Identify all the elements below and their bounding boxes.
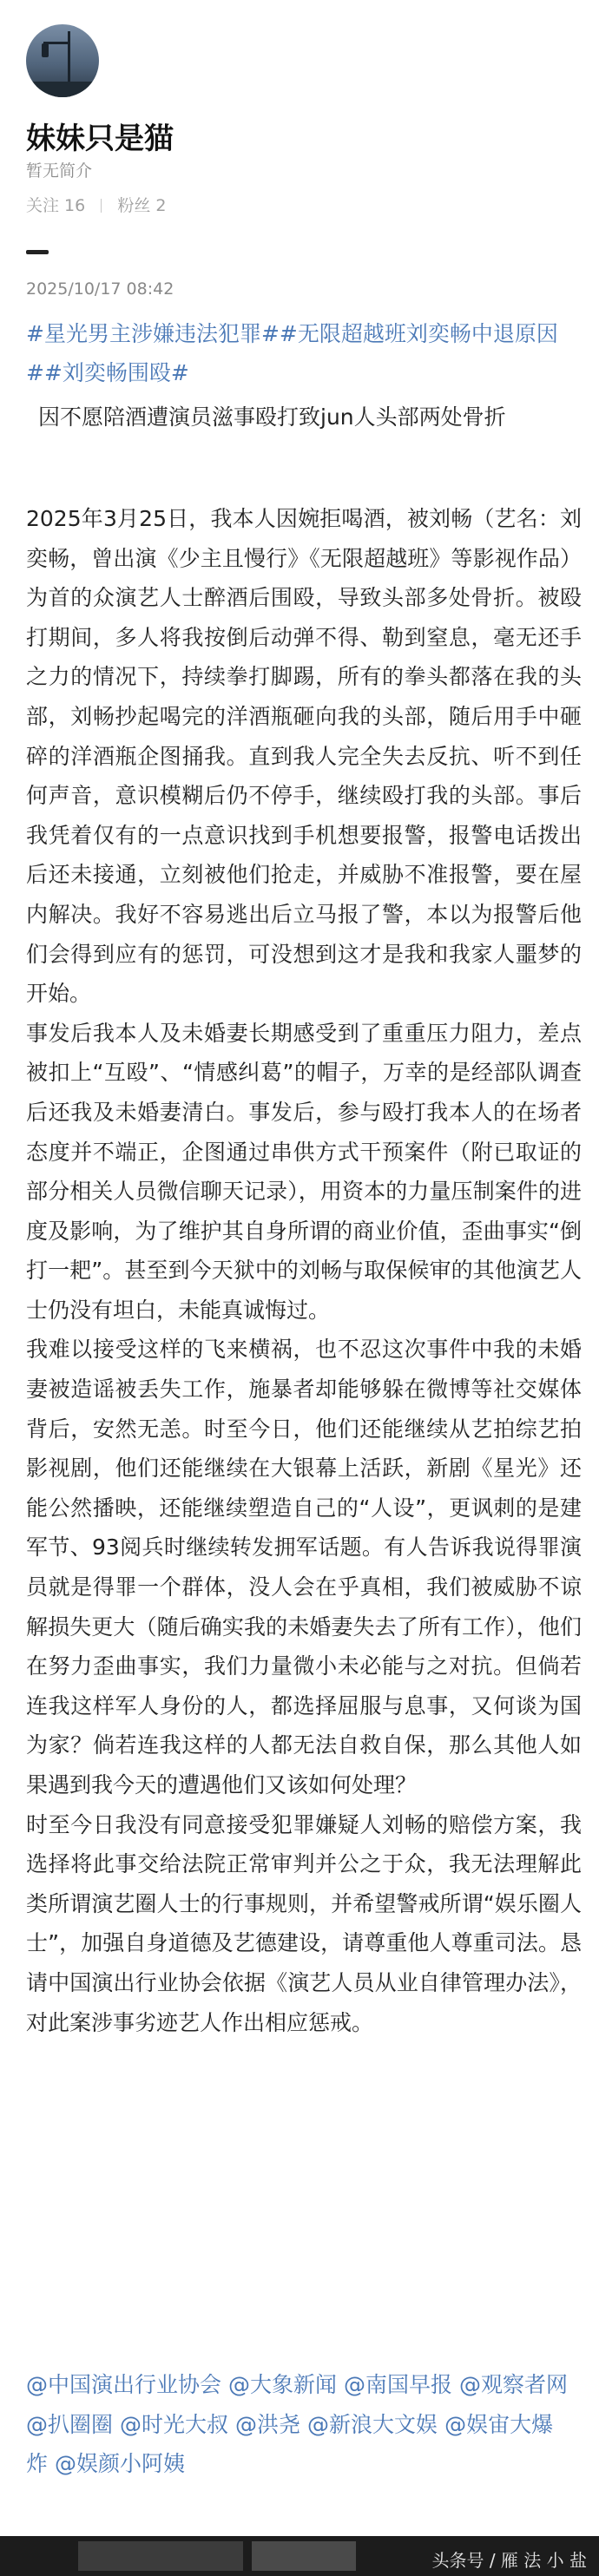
body-paragraph: 时至今日我没有同意接受犯罪嫌疑人刘畅的赔偿方案，我选择将此事交给法院正常审判并公之于众，我无法理解此类所谓演艺圈人士的行事规则，并希望警戒所谓“娱乐圈人士”，加强自身道德及艺德建设，请尊重他人尊重司法。恳请中国演出行业协会依据《演艺人员从业自律管理办法》，对此案涉事劣迹艺人作出相应惩戒。 [26, 1811, 582, 2035]
post-date: 2025/10/17 08:42 [26, 279, 174, 299]
following-count[interactable]: 关注 16 [26, 196, 86, 215]
mention-link[interactable]: @时光大叔 [120, 2411, 229, 2437]
attached-images-strip[interactable] [0, 2536, 599, 2576]
body-paragraph: 事发后我本人及未婚妻长期感受到了重重压力阻力，差点被扣上“互殴”、“情感纠葛”的帽子，万幸的是经部队调查后还我及未婚妻清白。事发后，参与殴打我本人的在场者态度并不端正，企图通过串供方式干预案件（附已取证的部分相关人员微信聊天记录），用资本的力量压制案件的进度及影响，为了维护其自身所谓的商业价值，歪曲事实“倒打一耙”。甚至到今天狱中的刘畅与取保候审的其他演艺人士仍没有坦白，未能真诚悔过。 [26, 1020, 582, 1323]
mention-link[interactable]: @大象新闻 [228, 2372, 338, 2397]
attached-image-thumb[interactable] [252, 2541, 356, 2571]
hashtag-list [26, 314, 582, 392]
attached-image-thumb[interactable] [78, 2541, 243, 2571]
user-bio: 暂无简介 [26, 161, 93, 181]
body-paragraph: 2025年3月25日，我本人因婉拒喝酒，被刘畅（艺名：刘奕畅，曾出演《少主且慢行》《无限超越班》等影视作品）为首的众演艺人士醉酒后围殴，导致头部多处骨折。被殴打期间，多人将我按倒后动弹不得、勒到窒息，毫无还手之力的情况下，持续拳打脚踢，所有的拳头都落在我的头部，刘畅抄起喝完的洋酒瓶砸向我的头部，随后用手中砸碎的洋酒瓶企图捅我。直到我人完全失去反抗、听不到任何声音，意识模糊后仍不停手，继续殴打我的头部。事后我凭着仅有的一点意识找到手机想要报警，报警电话拨出后还未接通，立刻被他们抢走，并威胁不准报警，要在屋内解决。我好不容易逃出后立马报了警，本以为报警后他们会得到应有的惩罚，可没想到这才是我和我家人噩梦的开始。 [26, 506, 582, 1007]
hashtag-link[interactable]: #星光男主涉嫌违法犯罪# [26, 321, 280, 346]
post-title [26, 398, 582, 437]
mention-link[interactable]: @洪尧 [235, 2411, 301, 2437]
mention-link[interactable]: @观察者网 [459, 2372, 569, 2397]
mention-link[interactable]: @新浪大文娱 [307, 2411, 438, 2437]
mention-link[interactable]: @南国早报 [344, 2372, 453, 2397]
mention-link[interactable]: @扒圈圈 [26, 2411, 114, 2437]
followers-count[interactable]: 粉丝 2 [117, 196, 167, 215]
body-paragraph: 我难以接受这样的飞来横祸，也不忍这次事件中我的未婚妻被造谣被丢失工作，施暴者却能够躲在微博等社交媒体背后，安然无恙。时至今日，他们还能继续从艺拍综艺拍影视剧，他们还能继续在大银幕上活跃，新剧《星光》还能公然播映，还能继续塑造自己的“人设”，更讽刺的是建军节、93阅兵时继续转发拥军话题。有人告诉我说得罪演员就是得罪一个群体，没人会在乎真相，我们被威胁不谅解损失更大（随后确实我的未婚妻失去了所有工作），他们在努力歪曲事实，我们力量微小未必能与之对抗。但倘若连我这样军人身份的人，都选择屈服与息事，又何谈为国为家？倘若连我这样的人都无法自救自保，那么其他人如果遇到我今天的遭遇他们又该如何处理？ [26, 1337, 582, 1797]
mention-link[interactable]: @中国演出行业协会 [26, 2372, 222, 2397]
mention-link[interactable]: @娱颜小阿姨 [55, 2451, 186, 2476]
mention-list [26, 2365, 582, 2484]
section-divider [26, 250, 49, 254]
user-stats [26, 193, 166, 216]
mention-link[interactable]: @娱宙大爆炸 [26, 2411, 554, 2476]
stats-divider [101, 199, 102, 213]
hashtag-link[interactable]: #无限超越班刘奕畅中退原因 [279, 321, 558, 346]
post-title-text: 因不愿陪酒遭演员滋事殴打致jun人头部两处骨折 [38, 404, 506, 430]
source-watermark: 头条号 / 雁 法 小 盐 [431, 2550, 587, 2571]
avatar[interactable] [26, 24, 99, 97]
user-name[interactable]: 妹妹只是猫 [26, 122, 174, 156]
post-body [26, 499, 582, 2042]
hashtag-link[interactable]: ##刘奕畅围殴# [26, 360, 189, 385]
